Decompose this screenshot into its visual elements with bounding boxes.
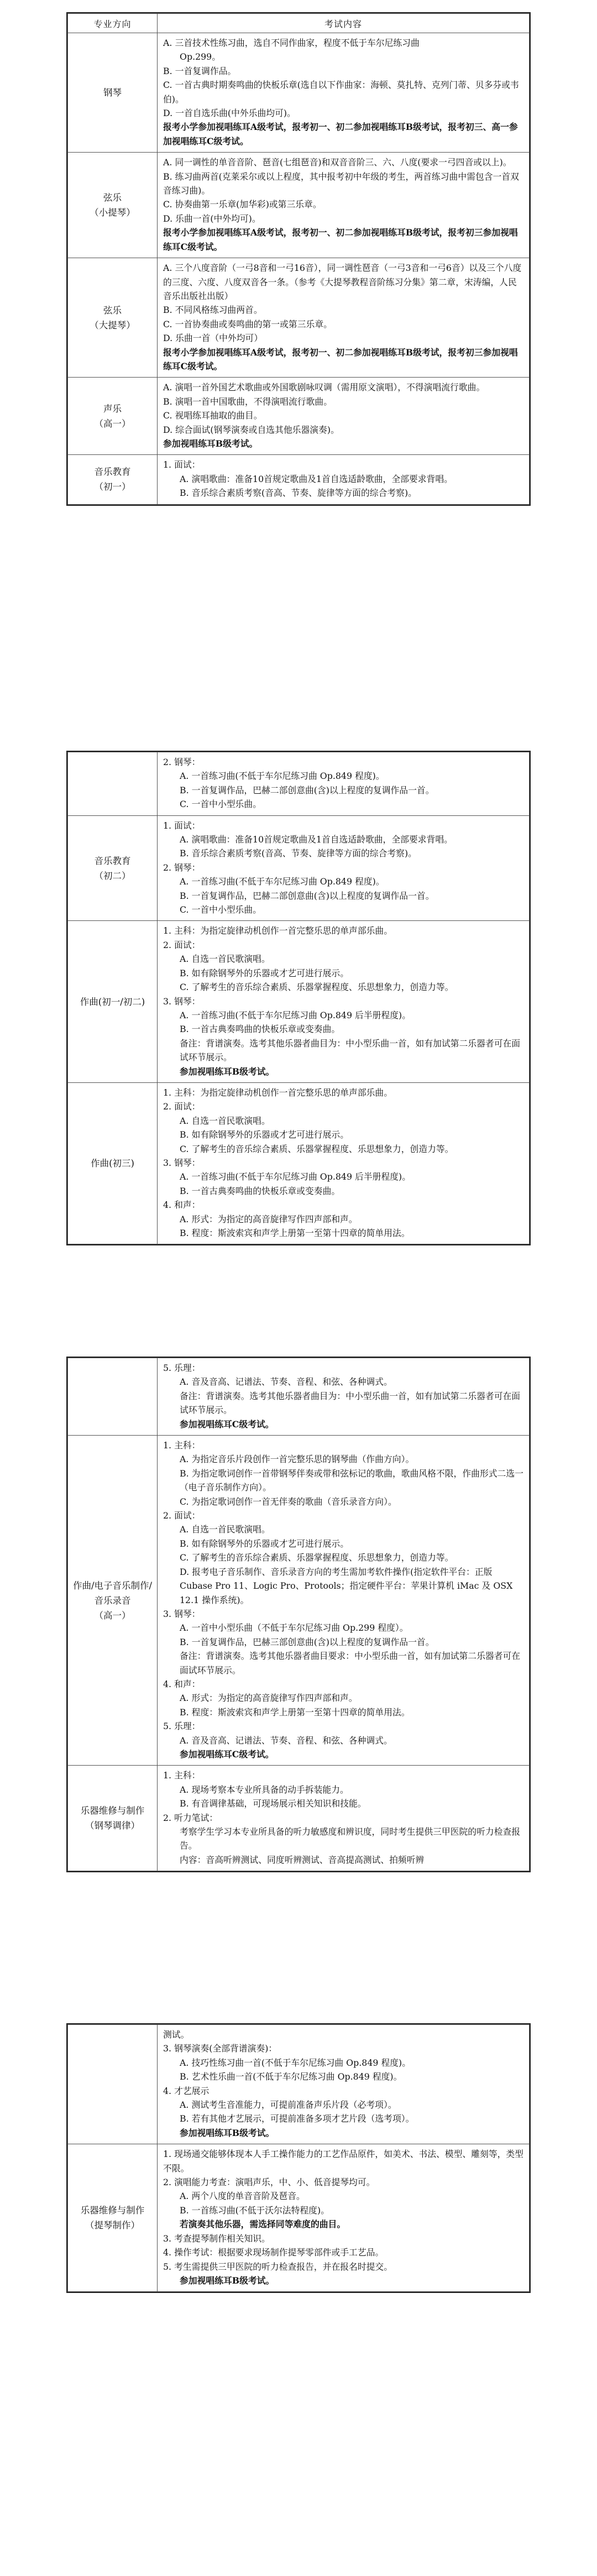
exam-content-line: C. 协奏曲第一乐章(加华彩)或第三乐章。 — [163, 199, 322, 210]
major-direction-cell — [68, 378, 158, 455]
exam-content-line: C. 了解考生的音乐综合素质、乐器掌握程度、乐思想象力，创造力等。 — [180, 1143, 454, 1154]
exam-content-line: 3. 钢琴演奏(全部背谱演奏)： — [163, 2043, 277, 2054]
exam-content-line: 1. 现场通交能够体现本人手工操作能力的工艺作品原件，如美术、书法、模型、雕刻等，类型不限。 — [163, 2149, 523, 2174]
exam-content-line: C. 为指定歌词创作一首无伴奏的歌曲（音乐录音方向）。 — [180, 1496, 397, 1507]
exam-content-cell — [158, 2025, 530, 2144]
table-row-xianyue-xiaotiqin — [68, 153, 530, 258]
table-row-yueqi-weixiu-gangqin-tiaolv-cont — [68, 2025, 530, 2144]
exam-content-line: 2. 面试： — [163, 1101, 201, 1112]
major-direction-line: （提琴制作） — [85, 2220, 140, 2231]
exam-content-line: 4. 和声： — [163, 1678, 201, 1689]
exam-content-line: A. 演唱一首外国艺术歌曲或外国歌剧咏叹调（需用原文演唱），不得演唱流行歌曲。 — [163, 382, 485, 393]
exam-content-cell — [158, 1436, 530, 1766]
exam-content-line: B. 音乐综合素质考察(音高、节奏、旋律等方面的综合考察)。 — [180, 848, 417, 859]
exam-content-cell — [158, 1766, 530, 1871]
exam-content-line: 考察学生学习本专业所具备的听力敏感度和辨识度，同时考生提供三甲医院的听力检查报告。 — [180, 1826, 521, 1851]
table-row-zuoqu-chuyi-chuer — [68, 921, 530, 1082]
major-direction-line: 弦乐 — [103, 305, 122, 316]
exam-content-cell — [158, 1082, 530, 1244]
major-direction-line: 作曲(初一/初二) — [80, 996, 145, 1007]
table-row-shengyue — [68, 378, 530, 455]
major-direction-line: （高一） — [94, 1610, 131, 1621]
exam-content-line: B. 程度：斯波索宾和声学上册第一至第十四章的简单用法。 — [180, 1706, 410, 1718]
exam-content-line: 1. 主科：为指定旋律动机创作一首完整乐思的单声部乐曲。 — [163, 925, 393, 936]
major-direction-cell — [68, 1766, 158, 1871]
exam-content-line: D. 一首自选乐曲(中外乐曲均可)。 — [163, 108, 296, 119]
exam-content-line: 4. 才艺展示 — [163, 2085, 210, 2096]
exam-content-line: B. 如有除钢琴外的乐器或才艺可进行展示。 — [180, 967, 349, 978]
major-direction-cell — [68, 2025, 158, 2144]
sight-singing-requirement: 报考小学参加视唱练耳A级考试，报考初一、初二参加视唱练耳B级考试，报考初三参加视唱练耳C级考试。 — [163, 227, 518, 252]
exam-content-line: B. 程度：斯波索宾和声学上册第一至第十四章的简单用法。 — [180, 1228, 410, 1238]
major-direction-line: 声乐 — [103, 403, 122, 414]
major-direction-line: 作曲/电子音乐制作/音乐录音 — [72, 1580, 153, 1606]
exam-content-line: 1. 主科： — [163, 1770, 201, 1781]
exam-content-line: 1. 面试： — [163, 820, 201, 831]
exam-content-line: C. 视唱练耳抽取的曲目。 — [163, 410, 263, 421]
exam-content-line: B. 一首复调作品，巴赫二部创意曲(含)以上程度的复调作品一首。 — [180, 784, 434, 795]
exam-content-line: B. 一首复调作品，巴赫三部创意曲(含)以上程度的复调作品一首。 — [180, 1636, 434, 1647]
exam-content-line: A. 演唱歌曲：准备10首规定歌曲及1首自选适龄歌曲，全部要求背唱。 — [180, 834, 453, 845]
exam-content-line: 2. 面试： — [163, 1510, 201, 1521]
exam-content-cell — [158, 752, 530, 816]
exam-content-line: A. 为指定音乐片段创作一首完整乐思的钢琴曲（作曲方向）。 — [180, 1454, 415, 1465]
exam-content-line: D. 乐曲一首（中外均可） — [163, 333, 263, 344]
exam-content-cell — [158, 378, 530, 455]
table-row-zuoqu-chusan-cont — [68, 1358, 530, 1436]
table-row-yueqi-weixiu-gangqin-tiaolv — [68, 1766, 530, 1871]
requirements-table — [67, 2024, 530, 2292]
sight-singing-requirement: 报考小学参加视唱练耳A级考试，报考初一、初二参加视唱练耳B级考试，报考初三、高一参加视唱练耳C级考试。 — [163, 122, 518, 146]
exam-content-line: D. 报考电子音乐制作、音乐录音方向的考生需加考软件操作(指定软件平台：正版 Cubase Pro 11、Logic Pro、Protools；指定硬件平台：苹果计算机 iMac 及 OSX 12.1 操作系统)。 — [180, 1566, 513, 1605]
exam-content-line: D. 综合面试(钢琴演奏或自选其他乐器演奏)。 — [163, 424, 339, 435]
exam-content-cell — [158, 258, 530, 378]
header-direction: 专业方向 — [68, 14, 158, 33]
sight-singing-requirement: 参加视唱练耳B级考试。 — [163, 438, 258, 449]
exam-content-line: A. 音及音高、记谱法、节奏、音程、和弦、各种调式。 — [180, 1376, 392, 1388]
major-direction-cell — [68, 258, 158, 378]
table-header-row — [68, 14, 530, 33]
major-direction-line: 弦乐 — [103, 192, 122, 203]
major-direction-cell — [68, 1436, 158, 1766]
major-direction-cell — [68, 33, 158, 153]
exam-content-cell — [158, 153, 530, 258]
exam-content-line: 5. 乐理： — [163, 1363, 201, 1373]
exam-content-line: 3. 钢琴： — [163, 996, 201, 1007]
sight-singing-requirement: 若演奏其他乐器，需选择同等难度的曲目。 — [180, 2219, 346, 2230]
exam-content-line: A. 技巧性练习曲一首(不低于车尔尼练习曲 Op.849 程度)。 — [180, 2057, 411, 2068]
exam-content-line: A. 演唱歌曲：准备10首规定歌曲及1首自选适龄歌曲，全部要求背唱。 — [180, 473, 453, 484]
exam-content-line: C. 一首中小型乐曲。 — [180, 799, 261, 810]
exam-content-line: D. 乐曲一首(中外均可)。 — [163, 213, 261, 224]
exam-content-line: B. 有音调律基础，可现场展示相关知识和技能。 — [180, 1798, 366, 1809]
major-direction-cell — [68, 1358, 158, 1436]
exam-content-line: 备注：背谱演奏。选考其他乐器者曲目要求：中小型乐曲一首，如有加试第二乐器者可在面试环节展示。 — [180, 1651, 521, 1676]
major-direction-cell — [68, 455, 158, 504]
exam-content-line: A. 形式：为指定的高音旋律写作四声部和声。 — [180, 1693, 358, 1704]
major-direction-cell — [68, 921, 158, 1082]
exam-content-line: B. 如有除钢琴外的乐器或才艺可进行展示。 — [180, 1538, 349, 1549]
exam-content-line: A. 一首练习曲(不低于车尔尼练习曲 Op.849 后半册程度)。 — [180, 1171, 411, 1182]
exam-content-line: 内容：音高听辨测试、同度听辨测试、音高提高测试、拍频听辨 — [180, 1854, 425, 1865]
exam-content-line: A. 一首练习曲(不低于车尔尼练习曲 Op.849 程度)。 — [180, 771, 385, 782]
exam-content-line: 1. 面试： — [163, 459, 201, 470]
exam-content-line: Op.299。 — [180, 51, 221, 62]
exam-content-line: 备注：背谱演奏。选考其他乐器者曲目为：中小型乐曲一首，如有加试第二乐器者可在面试环节展示。 — [180, 1038, 521, 1063]
major-direction-cell — [68, 1082, 158, 1244]
exam-content-line: C. 一首古典时期奏鸣曲的快板乐章(选自以下作曲家：海顿、莫扎特、克列门蒂、贝多芬或韦伯)。 — [163, 80, 519, 104]
table-row-yinyuejiaoyu-chuer — [68, 815, 530, 921]
exam-content-line: A. 一首练习曲(不低于车尔尼练习曲 Op.849 程度)。 — [180, 876, 385, 887]
exam-content-line: C. 一首协奏曲或奏鸣曲的第一或第三乐章。 — [163, 318, 332, 329]
exam-content-line: A. 一首练习曲(不低于车尔尼练习曲 Op.849 后半册程度)。 — [180, 1009, 411, 1020]
major-direction-cell — [68, 752, 158, 816]
exam-content-cell — [158, 33, 530, 153]
exam-content-line: 4. 和声： — [163, 1200, 201, 1211]
major-direction-line: （高一） — [94, 418, 131, 429]
exam-content-cell — [158, 1358, 530, 1436]
header-content: 考试内容 — [158, 14, 530, 33]
exam-content-line: A. 测试考生音准能力，可提前准备声乐片段（必考项）。 — [180, 2099, 397, 2111]
exam-content-line: A. 两个八度的单音音阶及琶音。 — [180, 2191, 305, 2202]
major-direction-cell — [68, 815, 158, 921]
exam-content-line: 1. 主科： — [163, 1440, 201, 1451]
exam-content-line: 3. 钢琴： — [163, 1157, 201, 1168]
major-direction-line: 乐器维修与制作 — [80, 1805, 145, 1816]
exam-content-line: B. 演唱一首中国歌曲，不得演唱流行歌曲。 — [163, 396, 332, 407]
sight-singing-requirement: 参加视唱练耳B级考试。 — [180, 2275, 275, 2286]
exam-content-line: B. 一首练习曲(不低于沃尔法特程度)。 — [180, 2205, 329, 2216]
exam-content-line: A. 自选一首民歌演唱。 — [180, 954, 270, 965]
exam-content-cell — [158, 921, 530, 1082]
exam-content-line: 2. 面试： — [163, 939, 201, 950]
major-direction-line: 音乐教育 — [94, 855, 131, 866]
exam-content-line: B. 一首古典奏鸣曲的快板乐章或变奏曲。 — [180, 1185, 341, 1196]
exam-content-line: A. 一首中小型乐曲（不低于车尔尼练习曲 Op.299 程度）。 — [180, 1622, 409, 1633]
requirements-table — [67, 1358, 530, 1871]
exam-content-line: A. 同一调性的单音音阶、琶音(七组琶音)和双音音阶三、六、八度(要求一弓四音或以上)。 — [163, 157, 512, 168]
exam-content-line: C. 了解考生的音乐综合素质、乐器掌握程度、乐思想象力，创造力等。 — [180, 982, 454, 993]
major-direction-line: （初二） — [94, 870, 131, 881]
table-row-yueqi-weixiu-tiqin — [68, 2144, 530, 2292]
exam-content-line: A. 音及音高、记谱法、节奏、音程、和弦、各种调式。 — [180, 1735, 392, 1746]
table-row-yinyuejiaoyu-chuyi-cont — [68, 752, 530, 816]
major-direction-cell — [68, 153, 158, 258]
exam-content-line: 2. 钢琴： — [163, 757, 201, 767]
major-direction-line: 作曲(初三) — [91, 1158, 134, 1169]
sight-singing-requirement: 参加视唱练耳C级考试。 — [180, 1748, 274, 1760]
exam-content-line: 2. 钢琴： — [163, 862, 201, 873]
exam-content-line: B. 若有其他才艺展示，可提前准备多项才艺片段（选考项）。 — [180, 2113, 415, 2124]
exam-content-line: B. 一首古典奏鸣曲的快板乐章或变奏曲。 — [180, 1024, 341, 1035]
sight-singing-requirement: 参加视唱练耳B级考试。 — [180, 2127, 275, 2138]
requirements-table-part-3 — [66, 1357, 531, 1872]
major-direction-line: 乐器维修与制作 — [80, 2205, 145, 2216]
major-direction-line: （大提琴） — [90, 320, 135, 331]
exam-content-line: B. 如有除钢琴外的乐器或才艺可进行展示。 — [180, 1129, 349, 1140]
exam-content-line: B. 艺术性乐曲一首(不低于车尔尼练习曲 Op.849 程度)。 — [180, 2071, 402, 2082]
exam-content-line: 5. 考生需提供三甲医院的听力检查报告，并在报名时提交。 — [163, 2261, 393, 2272]
table-row-zuoqu-chusan — [68, 1082, 530, 1244]
exam-content-line: A. 三个八度音阶（一弓8音和一弓16音），同一调性琶音（一弓3音和一弓6音）以及三个八度的三度、六度、八度双音各一条。（参考《大提琴教程音阶练习分集》第二章，宋涛编，人民音乐出版社出版） — [163, 263, 522, 301]
exam-content-cell — [158, 815, 530, 921]
major-direction-line: （小提琴） — [90, 207, 135, 218]
exam-content-line: 2. 听力笔试： — [163, 1812, 218, 1823]
major-direction-line: 音乐教育 — [94, 467, 131, 478]
exam-content-line: A. 形式：为指定的高音旋律写作四声部和声。 — [180, 1213, 358, 1224]
requirements-table-part-4 — [66, 2023, 531, 2293]
major-direction-line: （初一） — [94, 481, 131, 493]
requirements-table — [67, 752, 530, 1244]
table-row-gangqin — [68, 33, 530, 153]
sight-singing-requirement: 参加视唱练耳B级考试。 — [180, 1066, 275, 1077]
exam-content-line: A. 自选一首民歌演唱。 — [180, 1524, 270, 1535]
requirements-table-part-1 — [66, 12, 531, 506]
exam-content-cell — [158, 2144, 530, 2292]
exam-content-line: 3. 钢琴： — [163, 1608, 201, 1619]
exam-content-cell — [158, 455, 530, 504]
table-row-xianyue-datiqin — [68, 258, 530, 378]
exam-content-line: 5. 乐理： — [163, 1721, 201, 1732]
exam-content-line: A. 三首技术性练习曲，选自不同作曲家，程度不低于车尔尼练习曲 — [163, 38, 420, 48]
exam-content-line: B. 一首复调作品，巴赫二部创意曲(含)以上程度的复调作品一首。 — [180, 890, 434, 901]
exam-content-line: B. 音乐综合素质考察(音高、节奏、旋律等方面的综合考察)。 — [180, 488, 417, 499]
major-direction-line: 钢琴 — [103, 87, 122, 98]
exam-content-line: A. 现场考察本专业所具备的动手拆装能力。 — [180, 1784, 349, 1795]
exam-content-line: B. 一首复调作品。 — [163, 65, 237, 76]
exam-content-line: 3. 考查提琴制作相关知识。 — [163, 2233, 270, 2244]
exam-content-line: 测试。 — [163, 2029, 190, 2040]
requirements-table — [67, 13, 530, 505]
table-row-yinyuejiaoyu-chuyi — [68, 455, 530, 504]
exam-content-line: C. 了解考生的音乐综合素质、乐器掌握程度、乐思想象力，创造力等。 — [180, 1552, 454, 1563]
exam-content-line: 备注：背谱演奏。选考其他乐器者曲目为：中小型乐曲一首，如有加试第二乐器者可在面试环节展示。 — [180, 1390, 521, 1416]
exam-content-line: B. 练习曲两首(克莱采尔或以上程度，其中报考初中年级的考生，两首练习曲中需包含一首双音练习曲)。 — [163, 171, 519, 196]
exam-content-line: B. 不同风格练习曲两首。 — [163, 305, 263, 316]
exam-content-line: A. 自选一首民歌演唱。 — [180, 1115, 270, 1126]
major-direction-line: （钢琴调律） — [85, 1820, 140, 1831]
exam-content-line: C. 一首中小型乐曲。 — [180, 904, 261, 915]
exam-content-line: 2. 演唱能力考查：演唱声乐，中、小、低音提琴均可。 — [163, 2177, 375, 2188]
major-direction-cell — [68, 2144, 158, 2292]
requirements-table-part-2 — [66, 751, 531, 1245]
exam-content-line: 4. 操作考试：根据要求现场制作提琴零部件或手工艺品。 — [163, 2247, 384, 2258]
table-row-zuoqu-dianziyinyue — [68, 1436, 530, 1766]
sight-singing-requirement: 参加视唱练耳C级考试。 — [180, 1418, 274, 1430]
sight-singing-requirement: 报考小学参加视唱练耳A级考试，报考初一、初二参加视唱练耳B级考试，报考初三参加视唱练耳C级考试。 — [163, 347, 518, 371]
exam-content-line: 1. 主科：为指定旋律动机创作一首完整乐思的单声部乐曲。 — [163, 1087, 393, 1098]
exam-content-line: B. 为指定歌词创作一首带钢琴伴奏或带和弦标记的歌曲，歌曲风格不限，作曲形式二选一（电子音乐制作方向）。 — [180, 1468, 523, 1493]
